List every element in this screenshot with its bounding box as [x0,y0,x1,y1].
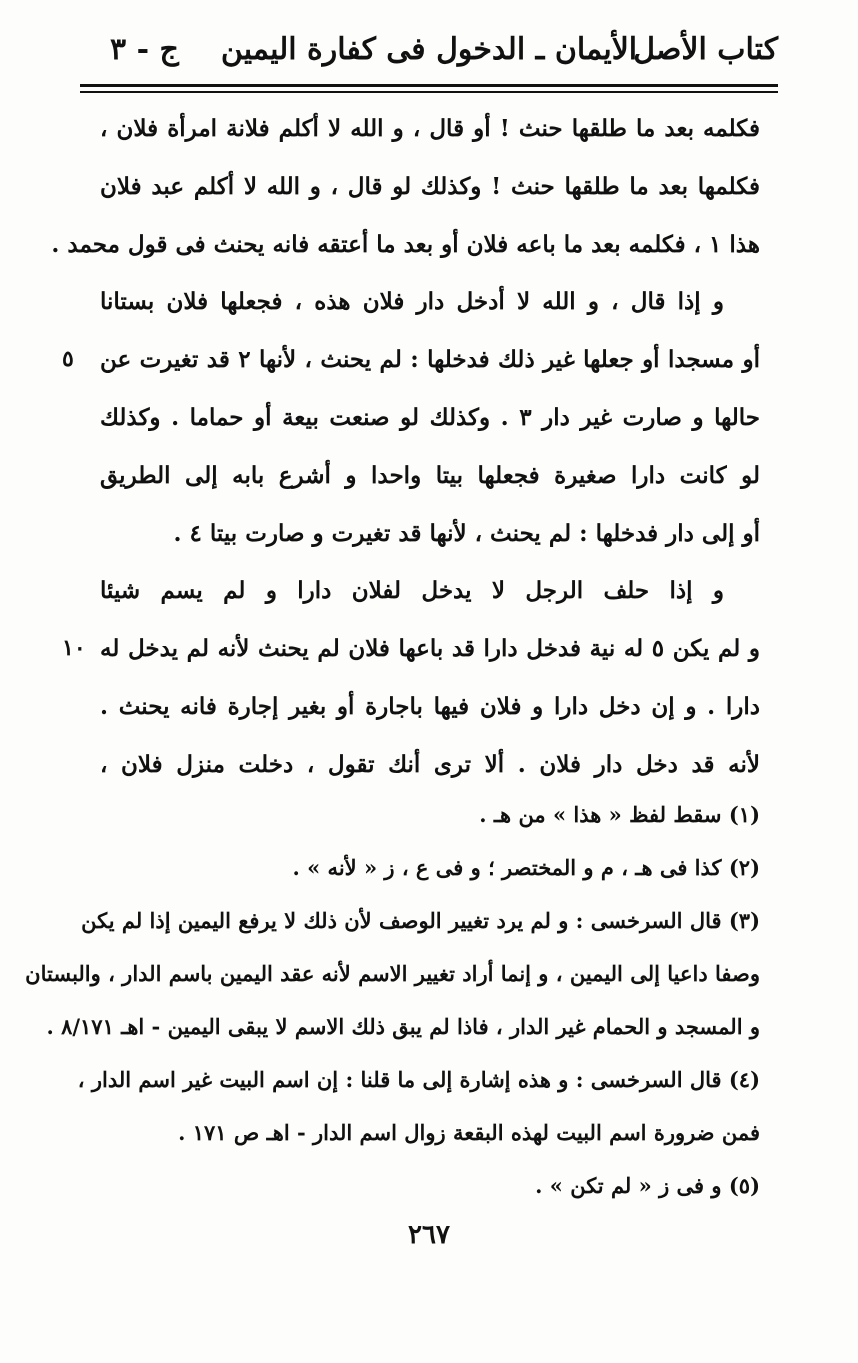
text-line: هذا ١ ، فكلمه بعد ما باعه فلان أو بعد ما أعتقه فانه يحنث فى قول محمد . [51,230,760,258]
volume-number: ج - ٣ [110,32,179,67]
text-line: فكلمه بعد ما طلقها حنث ! أو قال ، و الله لا أكلم فلانة امرأة فلان ، [100,115,760,142]
margin-line-number: ١٠ [62,635,86,662]
footnotes [25,788,760,1212]
text-line: لو كانت دارا صغيرة فجعلها بيتا واحدا و أشرع بابه إلى الطريق [100,461,760,489]
running-header [80,30,778,80]
text-line: أو مسجدا أو جعلها غير ذلك فدخلها : لم يحنث ، لأنها ٢ قد تغيرت عن [100,346,761,374]
footnote-line: (٥) و فى ز « لم تكن » . [535,1173,760,1198]
text-line: أو إلى دار فدخلها : لم يحنث ، لأنها قد تغيرت و صارت بيتا ٤ . [173,519,760,547]
text-line: لأنه قد دخل دار فلان . ألا ترى أنك تقول ، دخلت منزل فلان ، [100,750,760,778]
book-title: كتاب الأصل [633,32,778,67]
footnote-line: (٤) قال السرخسى : و هذه إشارة إلى ما قلنا : إن اسم البيت غير اسم الدار ، [77,1067,760,1092]
footnote-line: (١) سقط لفظ « هذا » من هـ . [479,802,760,827]
footnote-line: وصفا داعيا إلى اليمين ، و إنما أراد تغيير الاسم لأنه عقد اليمين باسم الدار ، والبستان [25,961,760,986]
chapter-title: الأيمان ـ الدخول فى كفارة اليمين [220,32,638,67]
text-line: فكلمها بعد ما طلقها حنث ! وكذلك لو قال ، و الله لا أكلم عبد فلان [100,172,760,200]
page-number: ٢٦٧ [408,1220,450,1250]
footnote-line: (٣) قال السرخسى : و لم يرد تغيير الوصف لأن ذلك لا يرفع اليمين إذا لم يكن [81,908,760,933]
text-line: دارا . و إن دخل دارا و فلان فيها باجارة أو بغير إجارة فانه يحنث . [100,692,760,720]
footnote-line: (٢) كذا فى هـ ، م و المختصر ؛ و فى ع ، ز « لأنه » . [292,855,760,880]
text-line: و إذا حلف الرجل لا يدخل لفلان دارا و لم يسم شيئا [100,577,724,605]
footnote-line: فمن ضرورة اسم البيت لهذه البقعة زوال اسم الدار - اهـ ص ١٧١ . [178,1120,760,1145]
text-line-with-margin [62,620,760,678]
main-text [51,100,761,794]
text-line: و لم يكن ٥ له نية فدخل دارا قد باعها فلان لم يحنث لأنه لم يدخل له [100,635,760,663]
header-rule-thin [80,91,778,93]
margin-line-number: ٥ [62,346,74,373]
text-line: و إذا قال ، و الله لا أدخل دار فلان هذه ، فجعلها فلان بستانا [100,288,724,316]
footnote-line: و المسجد و الحمام غير الدار ، فاذا لم يبق ذلك الاسم لا يبقى اليمين - اهـ ٨/١٧١ . [46,1014,760,1039]
text-line-with-margin [62,331,761,389]
text-line: حالها و صارت غير دار ٣ . وكذلك لو صنعت بيعة أو حماما . وكذلك [100,403,760,431]
header-rule-thick [80,84,778,87]
